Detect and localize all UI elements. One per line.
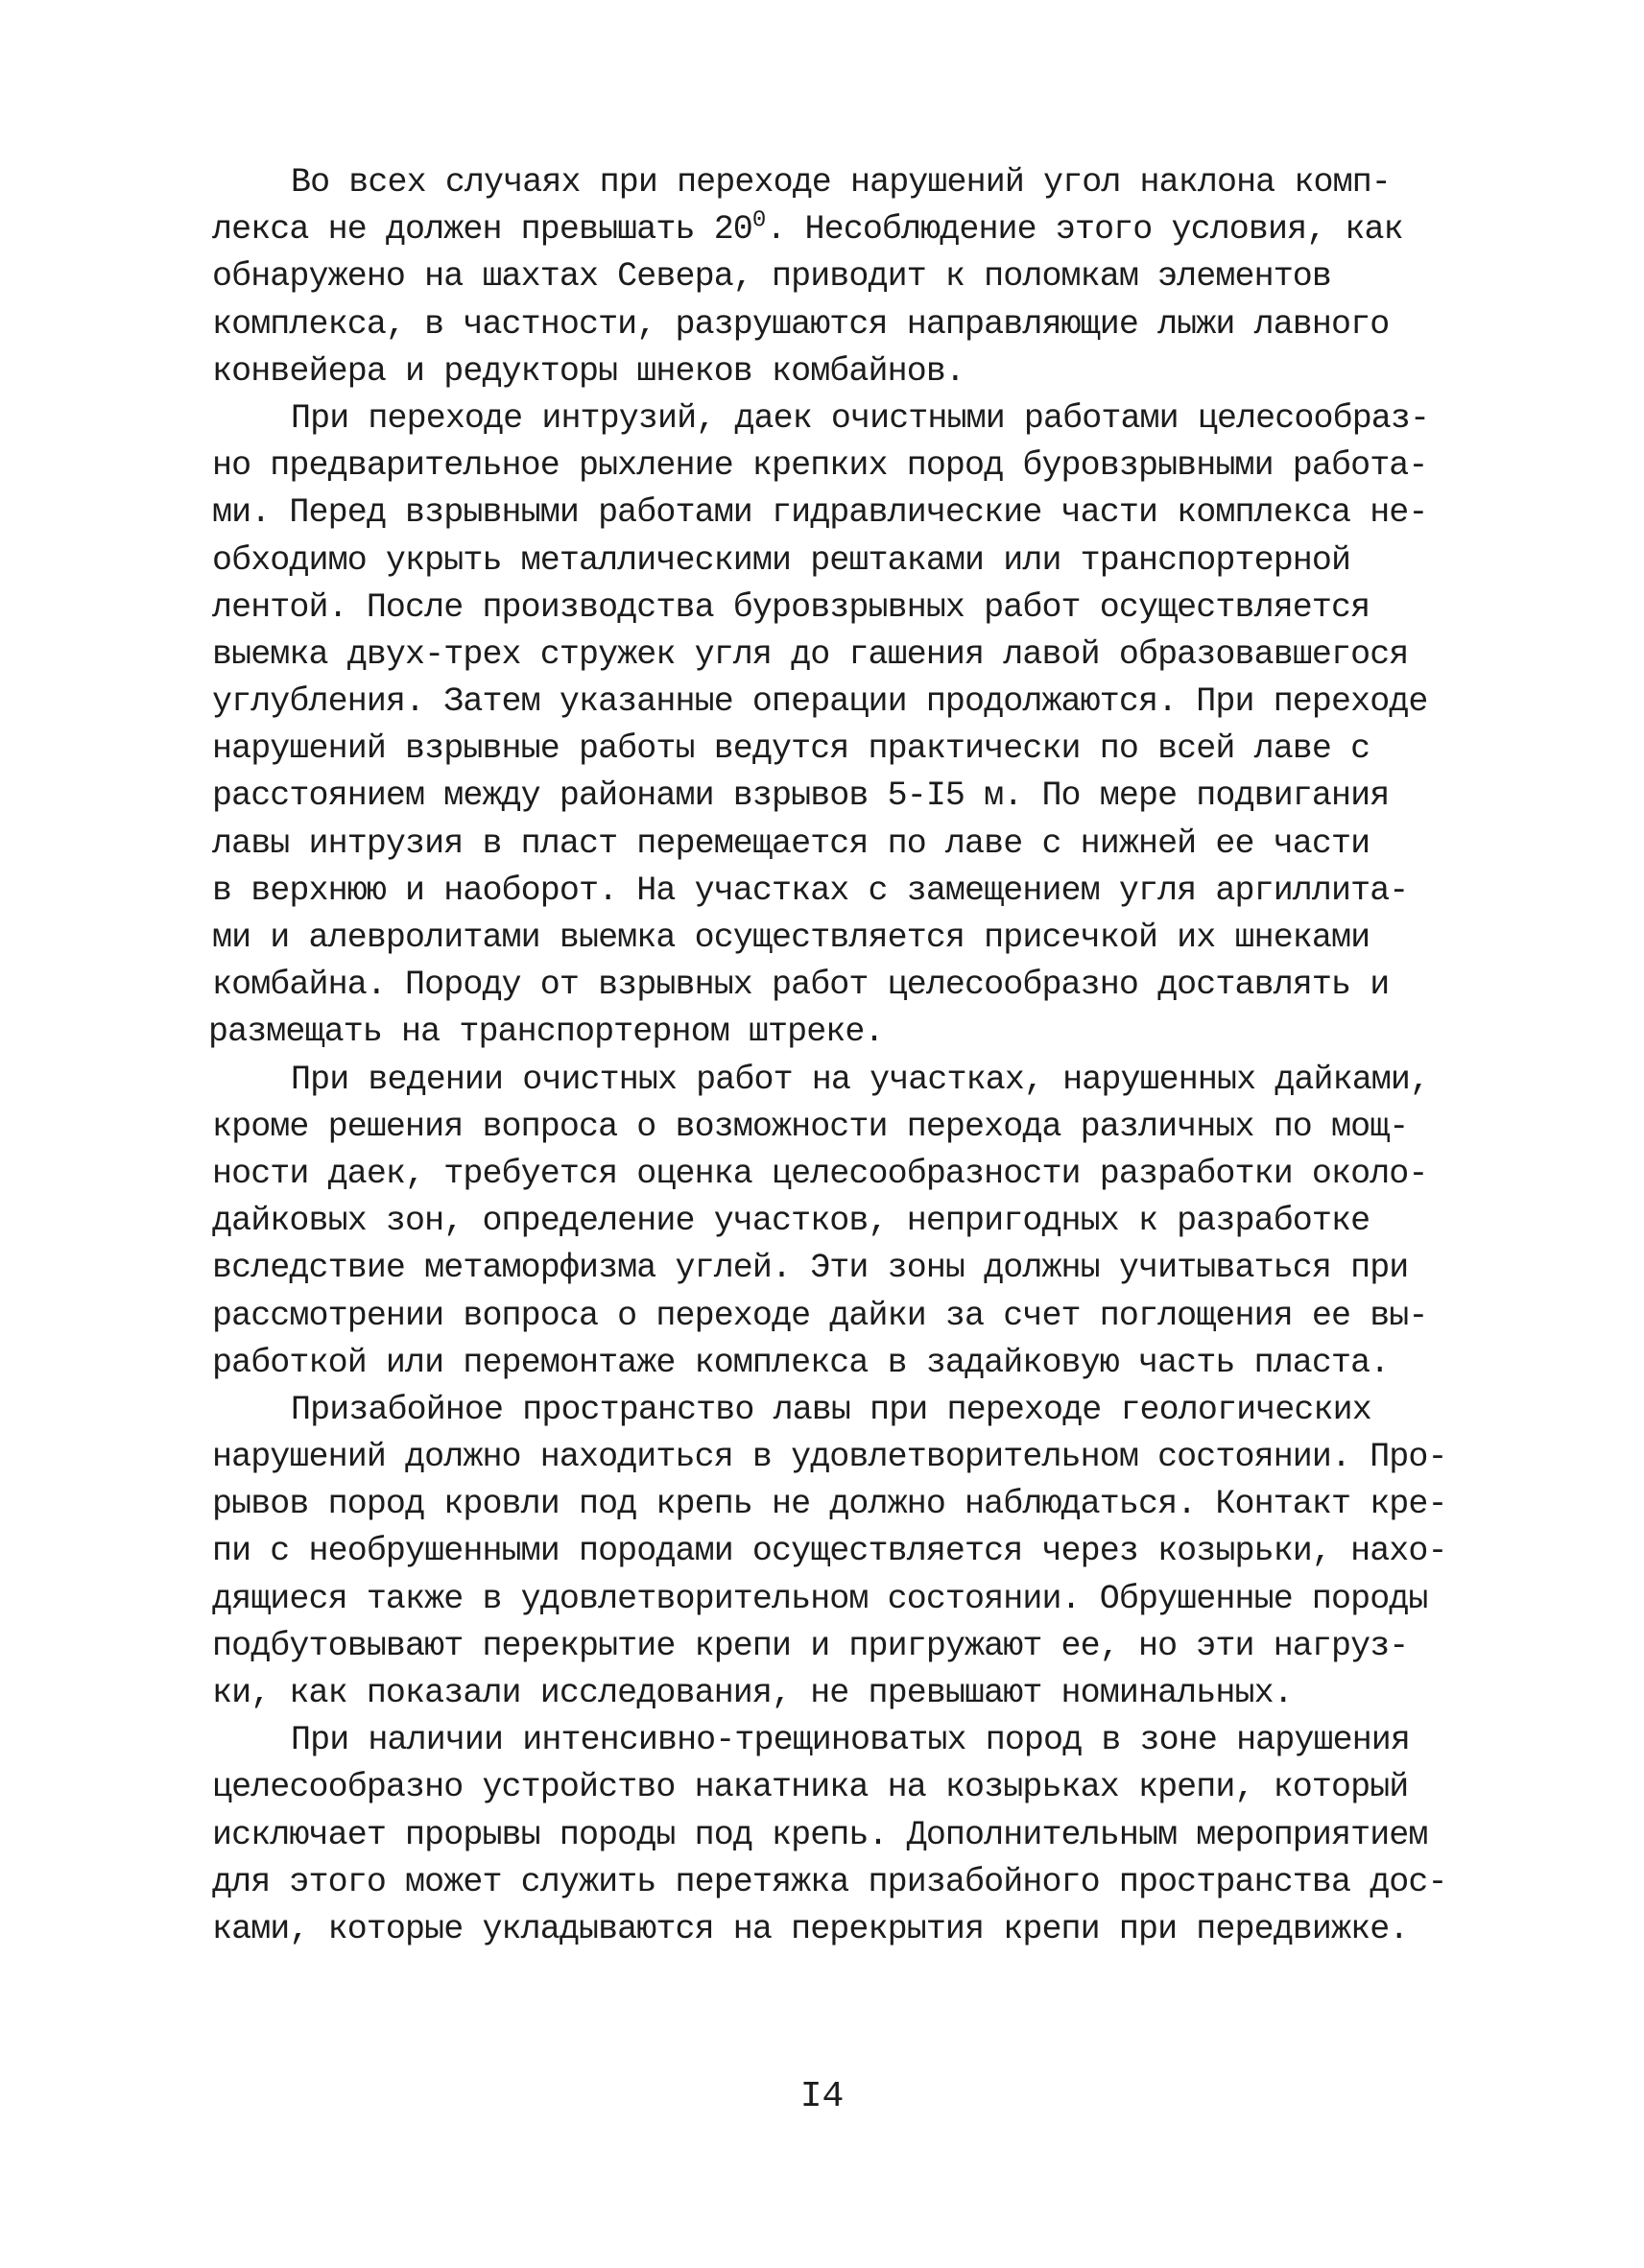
- text-line: ми. Перед взрывными работами гидравлические части комплекса не-: [212, 493, 1428, 533]
- text-line: лентой. После производства буровзрывных работ осуществляется: [212, 587, 1370, 627]
- text-line: комплекса, в частности, разрушаются направляющие лыжи лавного: [212, 304, 1390, 344]
- text-line: Во всех случаях при переходе нарушений угол наклона комп-: [291, 163, 1391, 202]
- text-line: При переходе интрузий, даек очистными работами целесообраз-: [291, 398, 1430, 438]
- text-span: лекса не должен превышать 20: [212, 210, 752, 250]
- text-line: исключает прорывы породы под крепь. Дополнительным мероприятием: [212, 1815, 1428, 1854]
- text-line: нарушений взрывные работы ведутся практически по всей лаве с: [212, 729, 1370, 769]
- text-line: ми и алевролитами выемка осуществляется присечкой их шнеками: [212, 919, 1370, 957]
- body-text: [208, 159, 1460, 1953]
- text-line: в верхнюю и наоборот. На участках с замещением угля аргиллита-: [212, 871, 1409, 910]
- paragraph-3: [212, 1057, 1460, 1387]
- text-line: но предварительное рыхление крепких пород буровзрывными работа-: [212, 446, 1428, 486]
- text-line: размещать на транспортерном штреке.: [208, 1013, 884, 1052]
- text-line: работкой или перемонтаже комплекса в задайковую часть пласта.: [212, 1343, 1390, 1382]
- text-line: нарушений должно находиться в удовлетворительном состоянии. Про-: [212, 1438, 1447, 1477]
- text-line: выемка двух-трех стружек угля до гашения лавой образовавшегося: [212, 634, 1409, 674]
- text-line: ками, которые укладываются на перекрытия крепи при передвижке.: [212, 1909, 1409, 1948]
- paragraph-5: [212, 1717, 1460, 1953]
- text-line: для этого может служить перетяжка призабойного пространства дос-: [212, 1862, 1447, 1901]
- text-line: конвейера и редукторы шнеков комбайнов.: [212, 351, 965, 391]
- text-line: ки, как показали исследования, не превышают номинальных.: [212, 1674, 1293, 1712]
- text-line: подбутовывают перекрытие крепи и пригружают ее, но эти нагруз-: [212, 1626, 1409, 1665]
- text-line: ности даек, требуется оценка целесообразности разработки около-: [212, 1154, 1428, 1193]
- paragraph-1: [212, 159, 1460, 395]
- text-line: пи с необрушенными породами осуществляется через козырьки, нахо-: [212, 1532, 1447, 1571]
- text-line: кроме решения вопроса о возможности перехода различных по мощ-: [212, 1107, 1409, 1146]
- text-line: обнаружено на шахтах Севера, приводит к поломкам элементов: [212, 257, 1331, 297]
- text-line: вследствие метаморфизма углей. Эти зоны должны учитываться при: [212, 1249, 1409, 1288]
- text-line: Призабойное пространство лавы при переходе геологических: [291, 1390, 1371, 1429]
- text-line: При наличии интенсивно-трещиноватых пород в зоне нарушения: [291, 1721, 1410, 1760]
- paragraph-2: [208, 395, 1460, 1057]
- text-line: При ведении очистных работ на участках, нарушенных дайками,: [291, 1060, 1430, 1099]
- superscript-degree: 0: [751, 207, 767, 234]
- text-line: целесообразно устройство накатника на козырьках крепи, который: [212, 1768, 1409, 1807]
- text-line: рассмотрении вопроса о переходе дайки за счет поглощения ее вы-: [212, 1296, 1428, 1335]
- text-line: обходимо укрыть металлическими рештаками или транспортерной: [212, 540, 1351, 580]
- page-number: I4: [799, 2076, 845, 2117]
- text-line: расстоянием между районами взрывов 5-I5 м. По мере подвигания: [212, 776, 1390, 816]
- text-line: дайковых зон, определение участков, непригодных к разработке: [212, 1202, 1370, 1241]
- paragraph-4: [212, 1387, 1460, 1717]
- text-line: углубления. Затем указанные операции продолжаются. При переходе: [212, 682, 1428, 722]
- text-line: дящиеся также в удовлетворительном состоянии. Обрушенные породы: [212, 1579, 1428, 1618]
- text-line: лавы интрузия в пласт перемещается по лаве с нижней ее части: [212, 824, 1370, 863]
- text-span: . Несоблюдение этого условия, как: [766, 210, 1403, 250]
- text-line: рывов пород кровли под крепь не должно наблюдаться. Контакт кре-: [212, 1485, 1447, 1524]
- text-line: [212, 206, 1460, 253]
- text-line: комбайна. Породу от взрывных работ целесообразно доставлять и: [212, 966, 1390, 1005]
